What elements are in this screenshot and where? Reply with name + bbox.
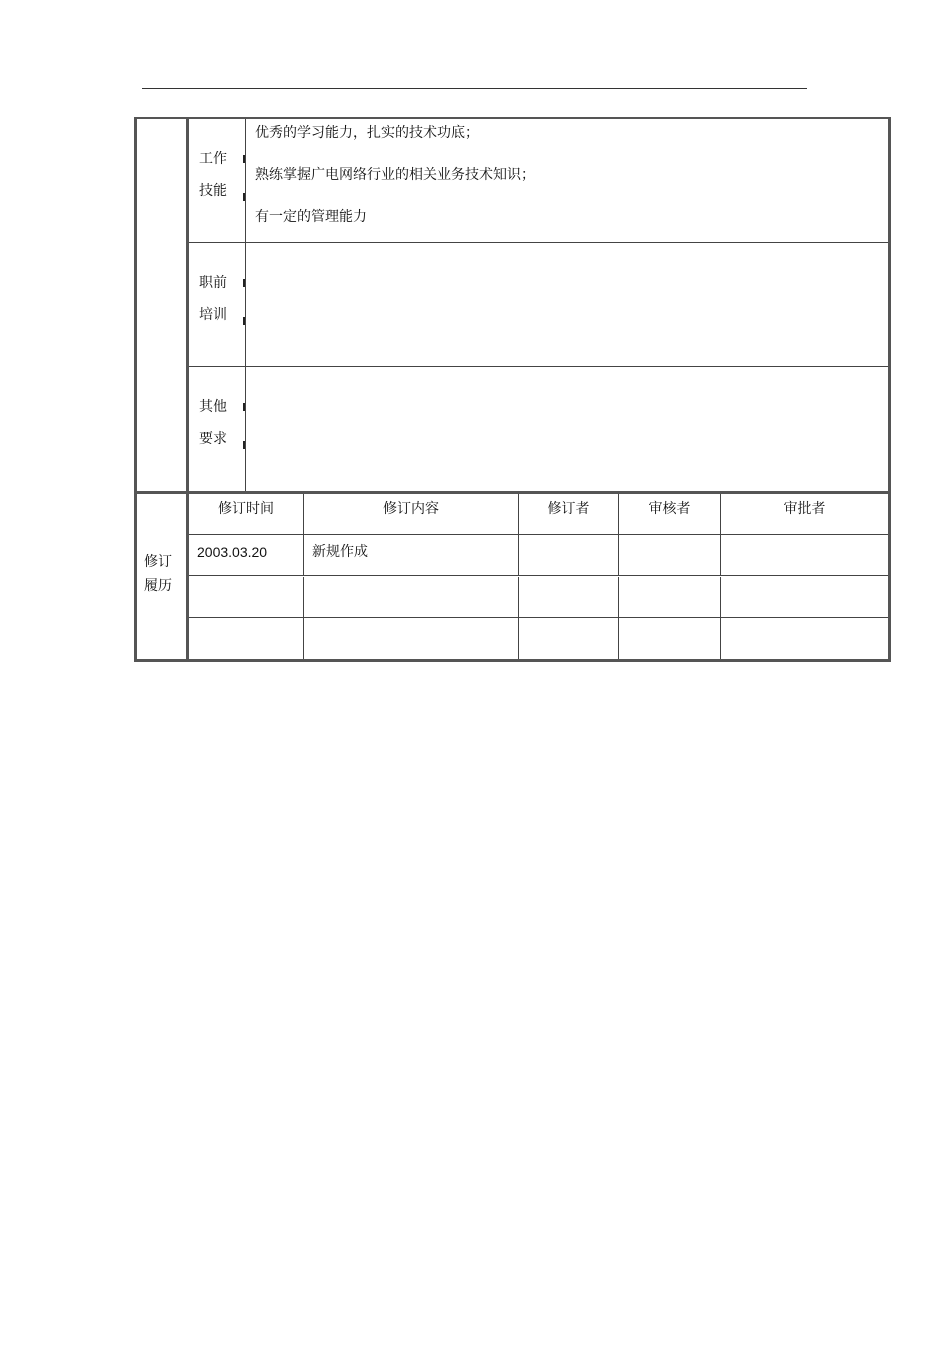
table-cell: 新规作成 bbox=[304, 535, 519, 575]
table-cell bbox=[189, 618, 304, 659]
label-line: 履历 bbox=[144, 578, 172, 594]
label-line: 其他 bbox=[199, 399, 227, 415]
label-line: 要求 bbox=[199, 431, 227, 447]
table-cell bbox=[721, 577, 888, 617]
column-header-revision-time: 修订时间 bbox=[189, 494, 304, 534]
requirement-row-other bbox=[189, 367, 888, 491]
column-header-approver: 审批者 bbox=[783, 501, 826, 517]
label-line: 职前 bbox=[199, 275, 227, 291]
table-cell bbox=[189, 577, 304, 617]
label-line: 工作 bbox=[199, 151, 227, 167]
label-line: 技能 bbox=[199, 183, 227, 199]
cell-mark bbox=[243, 193, 245, 201]
table-cell bbox=[619, 535, 721, 575]
table-row bbox=[189, 577, 888, 618]
label-line: 培训 bbox=[199, 307, 227, 323]
requirement-row-work-skills bbox=[189, 119, 888, 243]
cell-mark bbox=[243, 317, 245, 325]
revision-grid bbox=[189, 494, 888, 659]
requirement-row-pre-job-training bbox=[189, 243, 888, 367]
revision-history-table bbox=[134, 492, 891, 662]
skill-item: 优秀的学习能力，扎实的技术功底； bbox=[255, 125, 479, 141]
requirement-content-empty bbox=[246, 367, 888, 491]
table-cell bbox=[519, 577, 619, 617]
requirement-content-empty bbox=[246, 243, 888, 366]
requirement-label bbox=[189, 367, 246, 491]
skill-item: 熟练掌握广电网络行业的相关业务技术知识； bbox=[255, 167, 535, 183]
page-header-rule bbox=[142, 88, 807, 89]
cell-mark bbox=[243, 155, 245, 163]
skill-item: 有一定的管理能力 bbox=[255, 209, 367, 225]
label-line: 修订 bbox=[144, 554, 172, 570]
column-header-reviewer: 审核者 bbox=[619, 494, 721, 534]
table-row bbox=[189, 535, 888, 576]
table-cell: 2003.03.20 bbox=[189, 535, 304, 575]
requirement-label bbox=[189, 119, 246, 242]
table-row bbox=[189, 618, 888, 659]
table-cell bbox=[721, 535, 888, 575]
job-requirements-table bbox=[134, 117, 891, 493]
cell-mark bbox=[243, 441, 245, 449]
column-header-reviser: 修订者 bbox=[519, 494, 619, 534]
table-header-row bbox=[189, 494, 888, 535]
table-cell bbox=[304, 577, 519, 617]
requirement-label bbox=[189, 243, 246, 366]
table-cell bbox=[721, 618, 888, 659]
requirement-content bbox=[246, 119, 888, 242]
table-cell bbox=[619, 577, 721, 617]
table-cell bbox=[519, 535, 619, 575]
cell-mark bbox=[243, 403, 245, 411]
revision-history-label bbox=[144, 550, 184, 598]
table-cell bbox=[519, 618, 619, 659]
column-header-revision-content: 修订内容 bbox=[304, 494, 519, 534]
cell-mark bbox=[243, 279, 245, 287]
table-cell bbox=[304, 618, 519, 659]
table-cell bbox=[619, 618, 721, 659]
